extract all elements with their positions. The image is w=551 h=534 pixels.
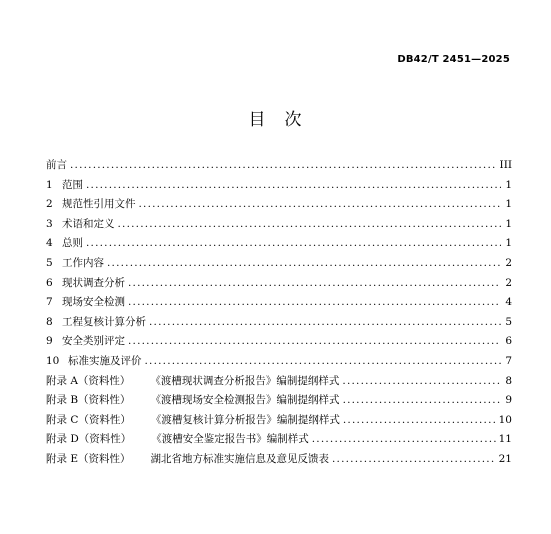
toc-leader-dots [342,372,501,392]
toc-entry-normative-references[interactable] [46,195,512,215]
toc-page-number: 2 [505,256,512,269]
toc-entry-implementation-evaluation[interactable] [46,352,512,372]
table-of-contents [46,156,512,470]
standard-code: DB42/T 2451—2025 [397,54,510,65]
toc-leader-dots [107,254,501,274]
toc-leader-dots [70,156,497,176]
toc-title: 目 次 [248,110,303,130]
toc-page-number: 5 [505,315,512,328]
appendix-label: 《渡槽现状调查分析报告》编制提纲样式 [150,374,340,387]
toc-entry-label: 安全类别评定 [62,335,125,348]
toc-entry-number: 10 [46,354,60,367]
toc-entry-label: 术语和定义 [62,217,115,230]
toc-entry-recheck-calculation[interactable] [46,313,512,333]
toc-entry-number: 6 [46,276,53,289]
toc-entry-number: 5 [46,256,53,269]
toc-leader-dots [145,352,502,372]
appendix-prefix: 附录 B（资料性） [46,394,131,407]
toc-leader-dots [343,391,501,411]
toc-leader-dots [343,411,496,431]
toc-entry-safety-classification[interactable] [46,332,512,352]
toc-leader-dots [128,274,501,294]
toc-entry-number: 7 [46,296,53,309]
toc-entry-label: 工作内容 [62,256,104,269]
toc-page-number: 21 [498,452,512,465]
toc-leader-dots [149,313,501,333]
toc-page-number: 7 [505,354,512,367]
toc-page-number: 1 [505,178,512,191]
toc-page-number: 8 [505,374,512,387]
toc-leader-dots [128,332,501,352]
appendix-label: 《渡槽复核计算分析报告》编制提纲样式 [150,413,340,426]
toc-appendix-c[interactable] [46,411,512,431]
toc-entry-label: 总则 [62,237,83,250]
appendix-prefix: 附录 A（资料性） [46,374,131,387]
toc-page-number: III [499,159,512,171]
appendix-label: 湖北省地方标准实施信息及意见反馈表 [150,452,330,465]
toc-entry-terms-definitions[interactable] [46,215,512,235]
toc-entry-work-content[interactable] [46,254,512,274]
appendix-prefix: 附录 E（资料性） [46,452,131,465]
toc-page-number: 9 [505,394,512,407]
toc-entry-label: 前言 [46,159,67,171]
toc-page-number: 1 [505,198,512,211]
toc-entry-number: 2 [46,198,53,211]
toc-page-number: 1 [505,217,512,230]
appendix-label: 《渡槽安全鉴定报告书》编制样式 [151,433,309,446]
toc-appendix-a[interactable] [46,372,512,392]
appendix-prefix: 附录 D（资料性） [46,433,132,446]
toc-entry-number: 1 [46,178,53,191]
toc-entry-label: 规范性引用文件 [62,198,136,211]
toc-leader-dots [118,215,502,235]
toc-page-number: 10 [498,413,512,426]
toc-entry-status-survey[interactable] [46,274,512,294]
toc-page-number: 1 [505,237,512,250]
toc-leader-dots [312,430,496,450]
toc-page-number: 2 [505,276,512,289]
toc-entry-label: 现状调查分析 [62,276,125,289]
toc-appendix-e[interactable] [46,450,512,470]
toc-entry-site-safety-inspection[interactable] [46,293,512,313]
toc-page-number: 11 [498,433,512,446]
toc-appendix-b[interactable] [46,391,512,411]
toc-entry-foreword[interactable] [46,156,512,176]
toc-entry-label: 标准实施及评价 [68,354,142,367]
toc-entry-number: 8 [46,315,53,328]
toc-entry-general-principles[interactable] [46,234,512,254]
toc-entry-label: 现场安全检测 [62,296,125,309]
toc-entry-number: 9 [46,335,53,348]
toc-leader-dots [139,195,502,215]
toc-leader-dots [332,450,496,470]
toc-leader-dots [86,176,501,196]
toc-entry-label: 范围 [62,178,83,191]
toc-leader-dots [86,234,501,254]
toc-page-number: 6 [505,335,512,348]
appendix-label: 《渡槽现场安全检测报告》编制提纲样式 [150,394,340,407]
appendix-prefix: 附录 C（资料性） [46,413,131,426]
toc-page-number: 4 [505,296,512,309]
toc-entry-number: 4 [46,237,53,250]
toc-appendix-d[interactable] [46,430,512,450]
toc-entry-scope[interactable] [46,176,512,196]
toc-entry-number: 3 [46,217,53,230]
toc-entry-label: 工程复核计算分析 [62,315,146,328]
toc-leader-dots [128,293,501,313]
